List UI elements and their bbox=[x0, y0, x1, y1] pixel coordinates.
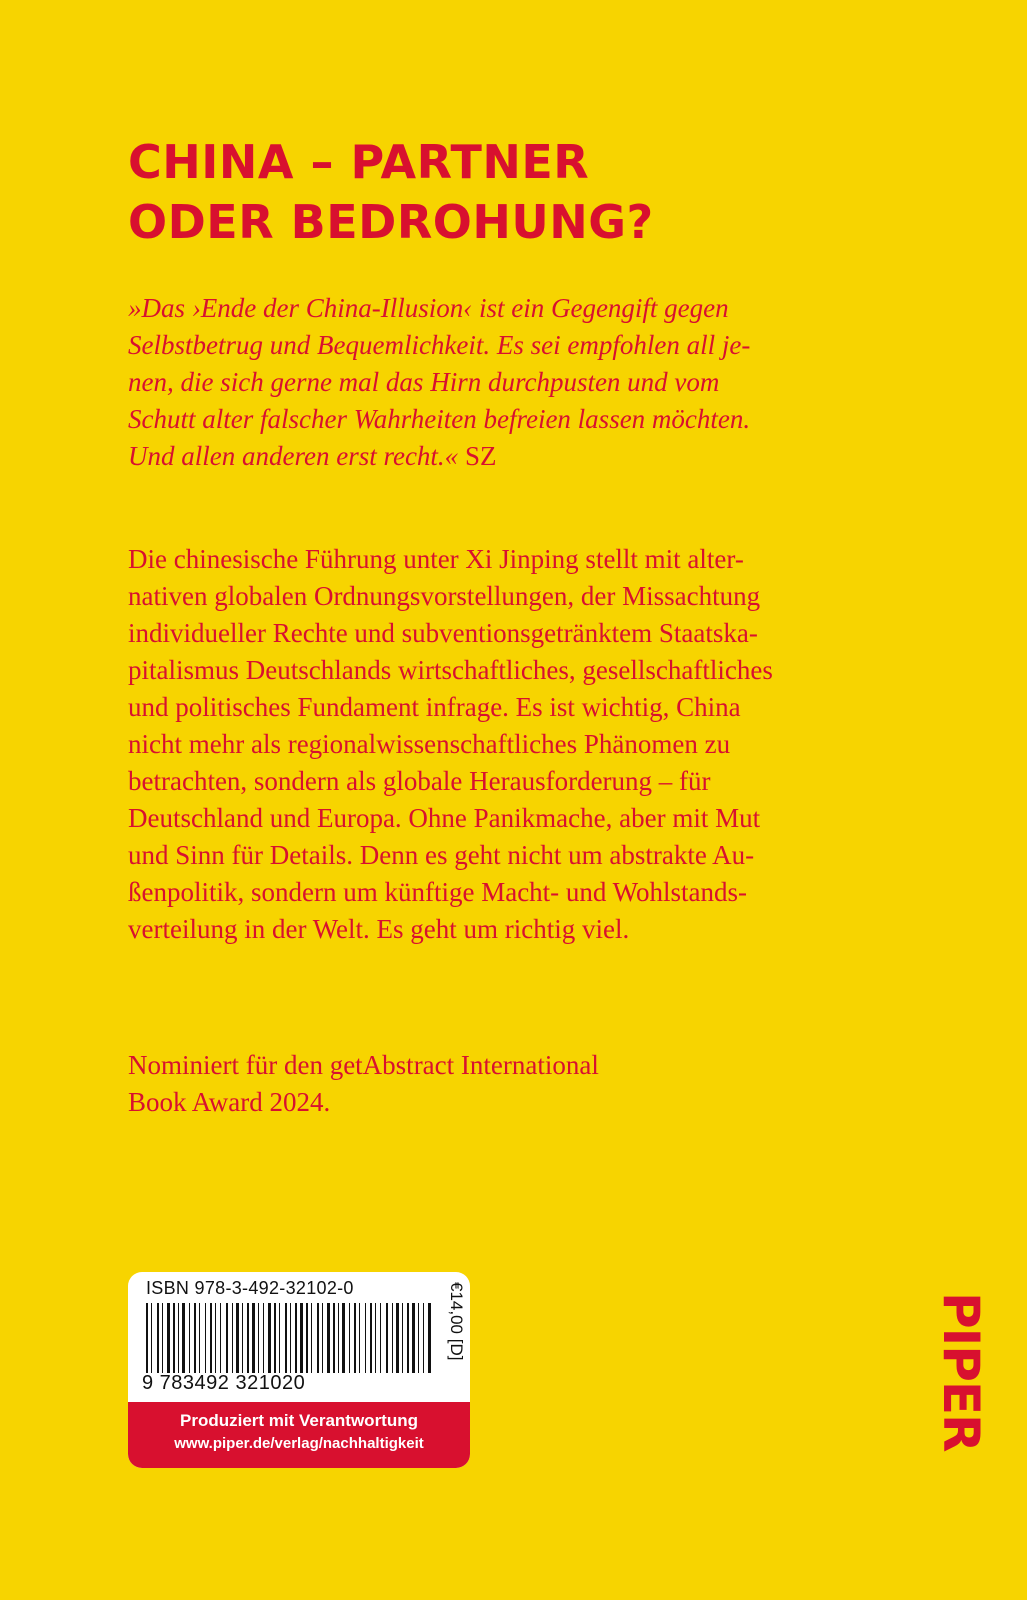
quote-line: nen, die sich gerne mal das Hirn durchpusten und vom bbox=[128, 367, 720, 397]
barcode-bar bbox=[178, 1303, 179, 1373]
barcode-bar bbox=[247, 1303, 249, 1373]
quote-line-last bbox=[128, 438, 888, 475]
barcode-bar bbox=[263, 1303, 264, 1373]
barcode-bar bbox=[268, 1303, 271, 1373]
barcode-bar bbox=[396, 1303, 399, 1373]
barcode-bar bbox=[290, 1303, 291, 1373]
barcode-bar bbox=[386, 1303, 388, 1373]
svg-text:PIPER: PIPER bbox=[932, 1292, 990, 1452]
barcode-bar bbox=[380, 1303, 381, 1373]
barcode-bar bbox=[370, 1303, 372, 1373]
barcode-bar bbox=[338, 1303, 339, 1373]
award-line: Book Award 2024. bbox=[128, 1087, 331, 1117]
ean-digits: 9 783492 321020 bbox=[142, 1372, 306, 1394]
barcode-bar bbox=[274, 1303, 276, 1373]
barcode-bar bbox=[392, 1303, 393, 1373]
barcode-bar bbox=[173, 1303, 175, 1373]
blurb-line: und Sinn für Details. Denn es geht nicht um abstrakte Au- bbox=[128, 840, 755, 870]
blurb-line: individueller Rechte und subventionsgetränktem Staatska- bbox=[128, 618, 758, 648]
barcode-bar bbox=[412, 1303, 415, 1373]
barcode-bar bbox=[300, 1303, 303, 1373]
barcode-bar bbox=[402, 1303, 403, 1373]
barcode-bar bbox=[189, 1303, 190, 1373]
sustainability-title: Produziert mit Verantwortung bbox=[179, 1411, 419, 1430]
barcode-bar bbox=[215, 1303, 216, 1373]
quote-line: »Das ›Ende der China-Illusion‹ ist ein Gegengift gegen bbox=[128, 293, 729, 323]
quote-line: Und allen anderen erst recht.« bbox=[128, 441, 459, 471]
isbn-text: ISBN 978-3-492-32102-0 bbox=[146, 1278, 354, 1298]
barcode-bar bbox=[349, 1303, 350, 1373]
blurb-line: nicht mehr als regionalwissenschaftliches Phänomen zu bbox=[128, 729, 731, 759]
blurb-line: verteilung in der Welt. Es geht um richtig viel. bbox=[128, 914, 630, 944]
barcode-bar bbox=[226, 1303, 228, 1373]
barcode-bar bbox=[428, 1303, 431, 1373]
quote-line: Selbstbetrug und Bequemlichkeit. Es sei empfohlen all je- bbox=[128, 330, 751, 360]
barcode-bar bbox=[162, 1303, 163, 1373]
barcode-bar bbox=[333, 1303, 335, 1373]
barcode-bar bbox=[252, 1303, 255, 1373]
barcode-bar bbox=[146, 1303, 148, 1373]
barcode-bar bbox=[311, 1303, 312, 1373]
price-text: €14,00 [D] bbox=[447, 1282, 466, 1361]
blurb-text bbox=[128, 541, 898, 948]
press-quote bbox=[128, 290, 888, 475]
barcode-bar bbox=[423, 1303, 424, 1373]
barcode-bar bbox=[407, 1303, 409, 1373]
barcode-bar bbox=[295, 1303, 297, 1373]
barcode-bar bbox=[220, 1303, 221, 1373]
award-note bbox=[128, 1047, 599, 1121]
barcode-bar bbox=[232, 1303, 233, 1373]
blurb-line: nativen globalen Ordnungsvorstellungen, der Missachtung bbox=[128, 581, 761, 611]
barcode-bar bbox=[279, 1303, 280, 1373]
barcode-bar bbox=[199, 1303, 200, 1373]
sustainability-url: www.piper.de/verlag/nachhaltigkeit bbox=[174, 1435, 424, 1452]
barcode-bar bbox=[317, 1303, 319, 1373]
barcode-bar bbox=[365, 1303, 366, 1373]
blurb-line: ßenpolitik, sondern um künftige Macht- und Wohlstands- bbox=[128, 877, 747, 907]
barcode-bar bbox=[359, 1303, 360, 1373]
quote-source: SZ bbox=[464, 441, 497, 471]
barcode-bar bbox=[306, 1303, 308, 1373]
barcode-bar bbox=[354, 1303, 356, 1373]
quote-line: Schutt alter falscher Wahrheiten befreien lassen möchten. bbox=[128, 404, 751, 434]
barcode-bar bbox=[182, 1303, 185, 1373]
barcode-bar bbox=[375, 1303, 376, 1373]
barcode-bar bbox=[157, 1303, 159, 1373]
headline bbox=[128, 132, 654, 252]
barcode-bar bbox=[167, 1303, 170, 1373]
blurb-line: Deutschland und Europa. Ohne Panikmache, aber mit Mut bbox=[128, 803, 761, 833]
barcode-bar bbox=[194, 1303, 196, 1373]
barcode-bar bbox=[242, 1303, 243, 1373]
barcode-bar bbox=[210, 1303, 212, 1373]
award-line: Nominiert für den getAbstract International bbox=[128, 1050, 599, 1080]
barcode-bar bbox=[205, 1303, 206, 1373]
barcode-bar bbox=[327, 1303, 330, 1373]
barcode-bar bbox=[285, 1303, 287, 1373]
barcode-bar bbox=[342, 1303, 345, 1373]
barcode-label bbox=[128, 1272, 470, 1468]
barcode-bar bbox=[322, 1303, 323, 1373]
barcode-bar bbox=[236, 1303, 239, 1373]
headline-line: ODER BEDROHUNG? bbox=[128, 195, 654, 249]
sustainability-band bbox=[128, 1402, 470, 1468]
barcode-bar bbox=[418, 1303, 419, 1373]
barcode-bars bbox=[146, 1303, 432, 1373]
blurb-line: Die chinesische Führung unter Xi Jinping stellt mit alter- bbox=[128, 544, 744, 574]
blurb-line: pitalismus Deutschlands wirtschaftliches, gesellschaftliches bbox=[128, 655, 773, 685]
blurb-line: betrachten, sondern als globale Herausforderung – für bbox=[128, 766, 711, 796]
blurb-line: und politisches Fundament infrage. Es ist wichtig, China bbox=[128, 692, 741, 722]
piper-logo bbox=[930, 1292, 994, 1462]
barcode-bar bbox=[258, 1303, 259, 1373]
headline-line: CHINA – PARTNER bbox=[128, 135, 590, 189]
barcode-bar bbox=[151, 1303, 152, 1373]
